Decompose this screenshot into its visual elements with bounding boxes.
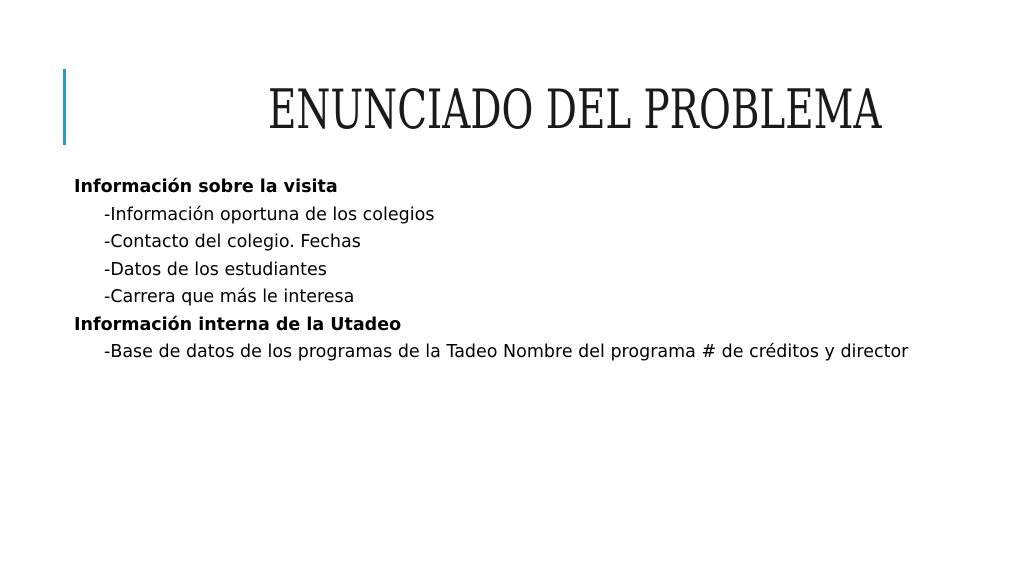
list-item-text: Contacto del colegio. Fechas: [110, 232, 361, 252]
slide-title: ENUNCIADO DEL PROBLEMA: [268, 78, 882, 141]
list-item: [74, 202, 950, 230]
bullet-dash: -: [104, 259, 111, 280]
section-heading-utadeo: Información interna de la Utadeo: [74, 314, 402, 335]
list-item-text: Carrera que más le interesa: [110, 287, 355, 307]
list-item: [74, 339, 950, 367]
list-item: [74, 284, 950, 312]
list-item-text: Datos de los estudiantes: [110, 259, 327, 280]
list-item: [74, 229, 950, 257]
list-item-text: Base de datos de los programas de la Tadeo Nombre del programa # de créditos y director: [110, 342, 909, 362]
section-heading-visita: Información sobre la visita: [74, 177, 338, 197]
bullet-dash: -: [104, 232, 111, 252]
list-item: [74, 257, 950, 285]
bullet-dash: -: [104, 287, 111, 307]
slide-body: [74, 174, 950, 367]
title-accent-bar: [63, 69, 66, 145]
bullet-dash: -: [104, 342, 111, 362]
list-item-text: Información oportuna de los colegios: [110, 204, 435, 225]
bullet-dash: -: [104, 204, 111, 225]
